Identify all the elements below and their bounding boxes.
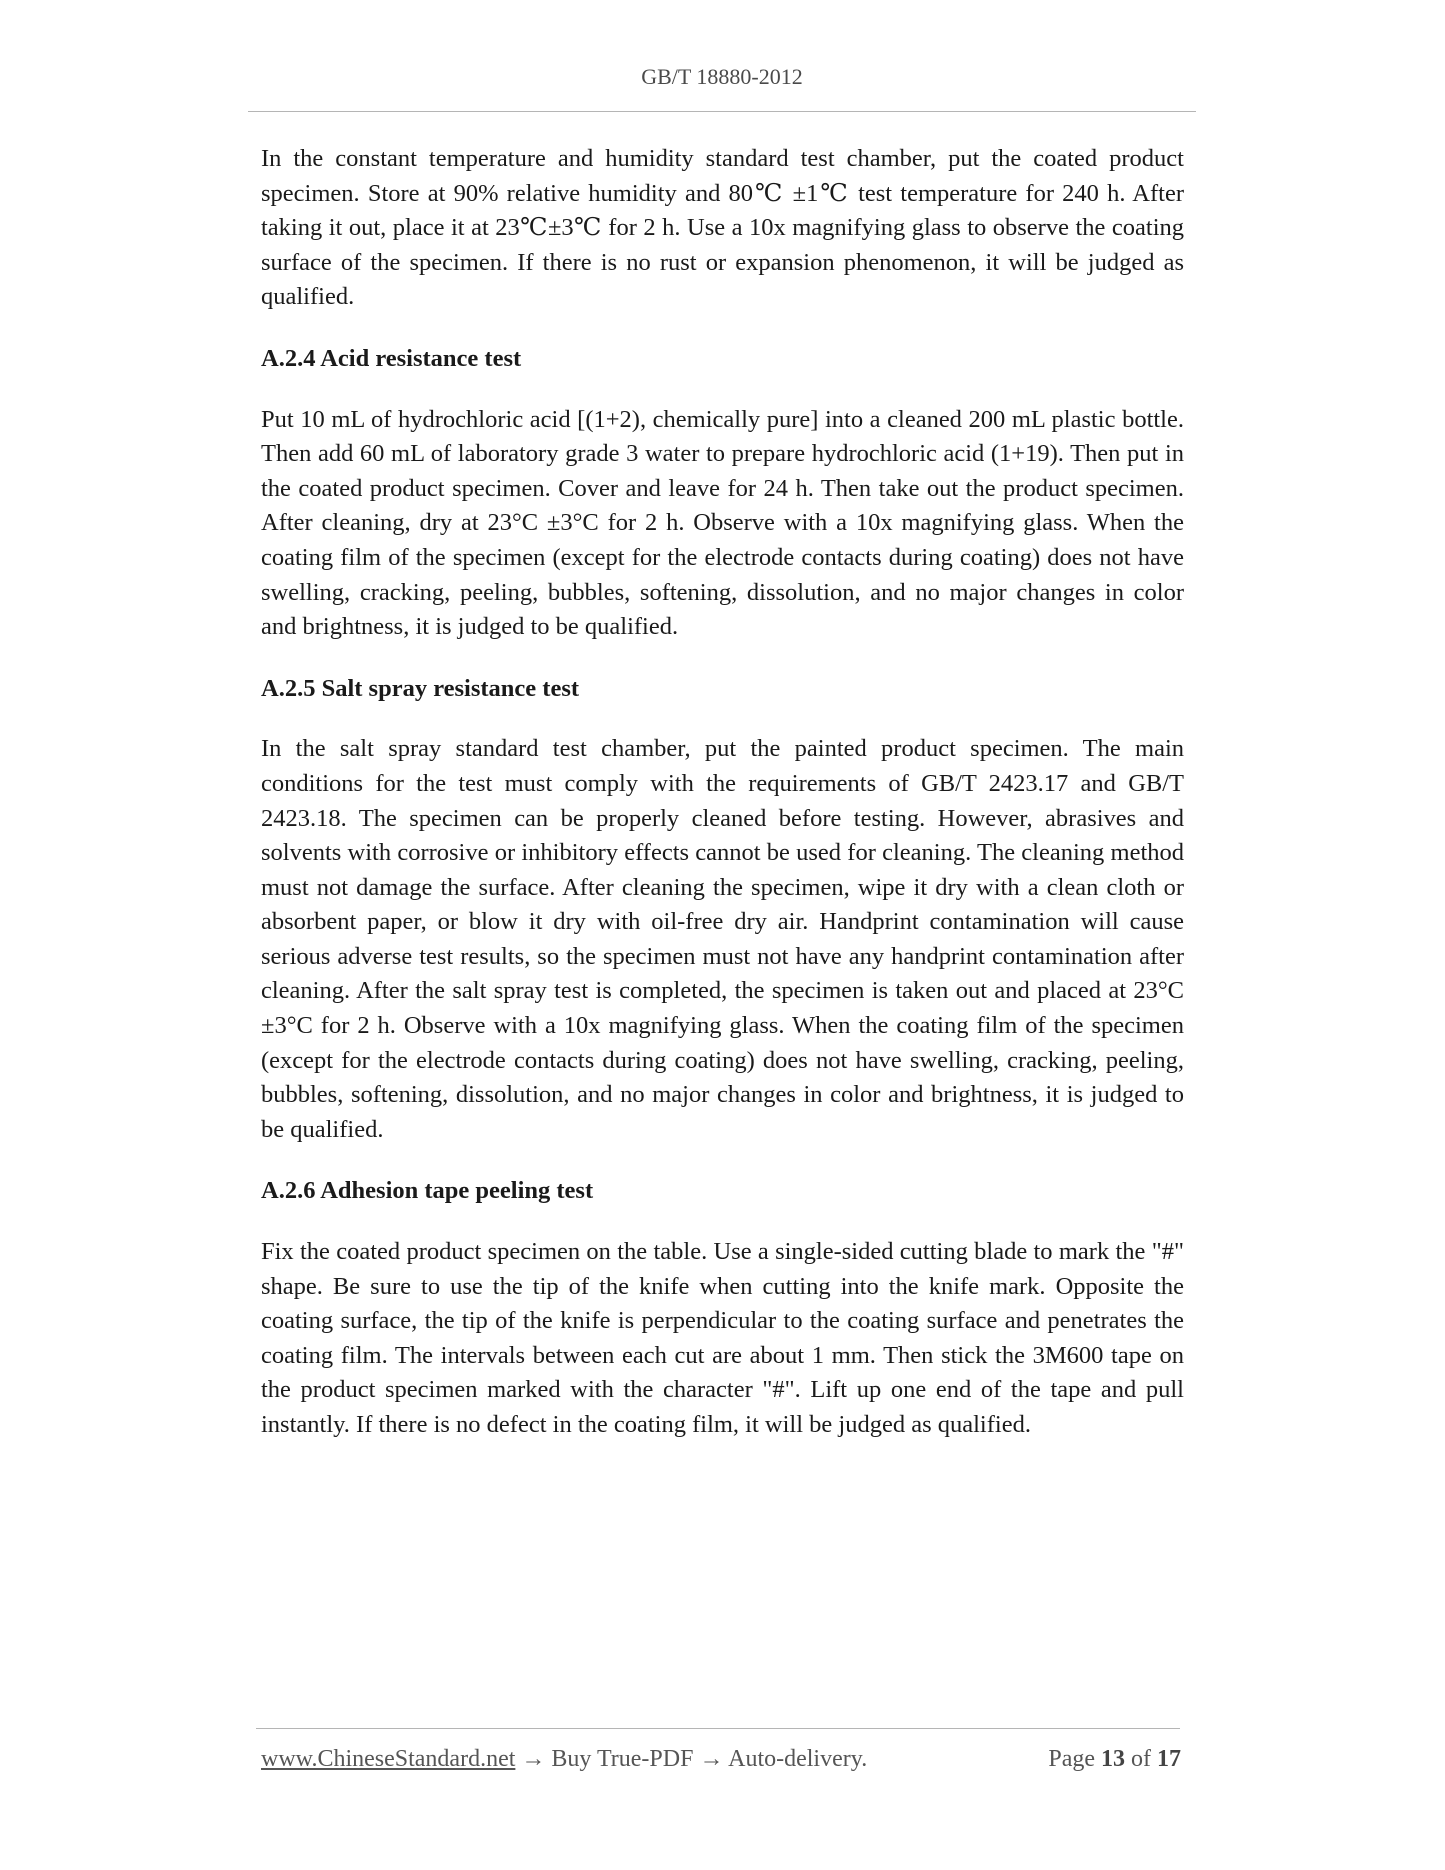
page-header-title: GB/T 18880-2012 xyxy=(641,64,803,89)
document-body xyxy=(261,142,1184,1443)
total-pages: 17 xyxy=(1157,1746,1181,1772)
current-page: 13 xyxy=(1101,1746,1125,1772)
header-divider xyxy=(248,111,1196,112)
section-heading-acid-resistance: A.2.4 Acid resistance test xyxy=(261,344,522,372)
footer-promo xyxy=(261,1746,867,1773)
page-of-label: of xyxy=(1131,1746,1151,1772)
section-body-acid-resistance: Put 10 mL of hydrochloric acid [(1+2), chemically pure] into a cleaned 200 mL plastic bottle. Then add 60 mL of laboratory grade 3 water to prepare hydrochloric acid (1+19). Then put in the coated product specimen. Cover and leave for 24 h. Then take out the product specimen. After cleaning, dry at 23°C ±3°C for 2 h. Observe with a 10x magnifying glass. When the coating film of the specimen (except for the electrode contacts during coating) does not have swelling, cracking, peeling, bubbles, softening, dissolution, and no major changes in color and brightness, it is judged to be qualified. xyxy=(261,405,1184,641)
intro-paragraph: In the constant temperature and humidity standard test chamber, put the coated product specimen. Store at 90% relative humidity and 80℃ ±1℃ test temperature for 240 h. After taking it out, place it at 23℃±3℃ for 2 h. Use a 10x magnifying glass to observe the coating surface of the specimen. If there is no rust or expansion phenomenon, it will be judged as qualified. xyxy=(261,145,1184,311)
section-heading-salt-spray: A.2.5 Salt spray resistance test xyxy=(261,674,580,702)
footer-promo-text: → Buy True-PDF → Auto-delivery. xyxy=(515,1746,868,1772)
section-body-salt-spray: In the salt spray standard test chamber, put the painted product specimen. The main conditions for the test must comply with the requirements of GB/T 2423.17 and GB/T 2423.18. The specimen can be properly cleaned before testing. However, abrasives and solvents with corrosive or inhibitory effects cannot be used for cleaning. The cleaning method must not damage the surface. After cleaning the specimen, wipe it dry with a clean cloth or absorbent paper, or blow it dry with oil-free dry air. Handprint contamination will cause serious adverse test results, so the specimen must not have any handprint contamination after cleaning. After the salt spray test is completed, the specimen is taken out and placed at 23°C ±3°C for 2 h. Observe with a 10x magnifying glass. When the coating film of the specimen (except for the electrode contacts during coating) does not have swelling, cracking, peeling, bubbles, softening, dissolution, and no major changes in color and brightness, it is judged to be qualified. xyxy=(261,735,1184,1143)
page-number xyxy=(1048,1746,1181,1773)
section-body-adhesion-tape: Fix the coated product specimen on the table. Use a single-sided cutting blade to mark the "#" shape. Be sure to use the tip of the knife when cutting into the knife mark. Opposite the coating surface, the tip of the knife is perpendicular to the coating surface and penetrates the coating film. The intervals between each cut are about 1 mm. Then stick the 3M600 tape on the product specimen marked with the character "#". Lift up one end of the tape and pull instantly. If there is no defect in the coating film, it will be judged as qualified. xyxy=(261,1238,1184,1438)
website-link[interactable]: www.ChineseStandard.net xyxy=(261,1746,516,1772)
section-heading-adhesion-tape: A.2.6 Adhesion tape peeling test xyxy=(261,1177,594,1205)
page-label: Page xyxy=(1048,1746,1095,1772)
footer-divider xyxy=(256,1728,1180,1729)
